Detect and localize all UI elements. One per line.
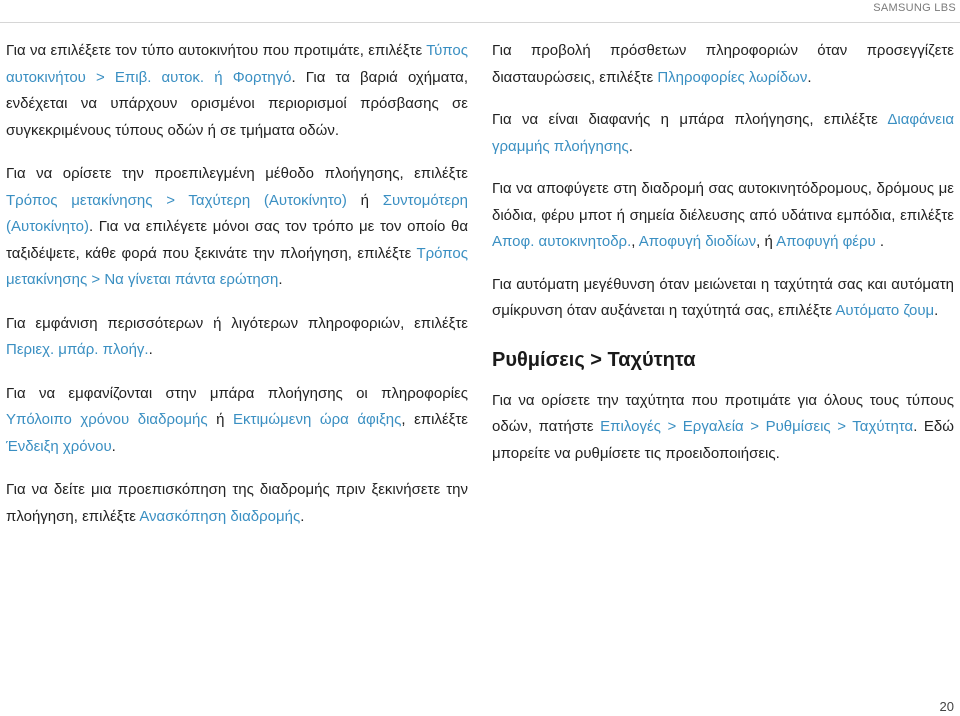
text-span: , ή xyxy=(756,233,777,250)
text-span: . Εδώ μπορείτε να ρυθμίσετε τις προειδοποιήσεις. xyxy=(492,418,954,462)
text-span: ή xyxy=(207,411,234,428)
text-span: Για να ορίσετε την προεπιλεγμένη μέθοδο πλοήγησης, επιλέξτε xyxy=(6,165,468,182)
paragraph-travel-mode xyxy=(6,161,468,294)
page-number: 20 xyxy=(939,699,954,714)
text-span: ή xyxy=(346,191,383,209)
text-span: Για αυτόματη μεγέθυνση όταν μειώνεται η ταχύτητά σας και αυτόματη σμίκρυνση όταν αυξάνεται η ταχύτητά σας, επιλέξτε xyxy=(492,275,954,319)
link-auto-zoom: Αυτόματο ζουμ xyxy=(835,302,935,319)
text-span: . xyxy=(628,137,633,155)
paragraph-nav-bar-content xyxy=(6,311,468,364)
link-remaining-time: Υπόλοιπο χρόνου διαδρομής xyxy=(6,411,208,428)
link-time-display: Ένδειξη χρόνου xyxy=(6,437,112,455)
text-span: Για να επιλέξετε τον τύπο αυτοκινήτου που προτιμάτε, επιλέξτε xyxy=(6,42,427,59)
text-span: . xyxy=(148,341,153,358)
link-avoid-tolls: Αποφυγή διοδίων xyxy=(638,233,757,250)
link-nav-bar-transparency: Διαφάνεια γραμμής πλοήγησης xyxy=(492,111,954,155)
text-span: . xyxy=(278,271,283,288)
text-span: . xyxy=(300,507,305,525)
header-divider xyxy=(0,22,960,23)
link-fastest: Τρόπος μετακίνησης > Ταχύτερη (Αυτοκίνητο) xyxy=(6,191,347,209)
text-span: , επιλέξτε xyxy=(401,411,468,428)
text-span: . xyxy=(111,437,116,455)
link-avoid-highways: Αποφ. αυτοκινητοδρ. xyxy=(492,233,632,250)
text-span: Για να ορίσετε την ταχύτητα που προτιμάτε για όλους τους τύπους οδών, πατήστε xyxy=(492,391,954,435)
paragraph-speed-settings xyxy=(492,388,954,468)
link-nav-bar-content: Περιεχ. μπάρ. πλοήγ. xyxy=(6,341,149,358)
link-avoid-ferries: Αποφυγή φέρυ xyxy=(776,233,876,250)
link-eta: Εκτιμώμενη ώρα άφιξης xyxy=(233,411,402,428)
paragraph-route-preview xyxy=(6,477,468,530)
text-span: Για να είναι διαφανής η μπάρα πλοήγησης, επιλέξτε xyxy=(492,111,888,128)
paragraph-auto-zoom xyxy=(492,272,954,325)
text-span: . xyxy=(807,68,812,86)
text-span: . xyxy=(875,233,885,250)
paragraph-lane-info xyxy=(492,38,954,91)
text-span: Για προβολή πρόσθετων πληροφοριών όταν προσεγγίζετε διασταυρώσεις, επιλέξτε xyxy=(492,42,954,86)
link-always-ask: Τρόπος μετακίνησης > Να γίνεται πάντα ερώτηση xyxy=(6,244,468,288)
right-column xyxy=(492,38,954,467)
link-vehicle-type: Τύπος αυτοκινήτου > Επιβ. αυτοκ. ή Φορτηγό xyxy=(6,42,468,86)
section-heading-speed: Ρυθμίσεις > Ταχύτητα xyxy=(492,348,696,371)
link-lane-info: Πληροφορίες λωρίδων xyxy=(657,68,808,86)
link-route-review: Ανασκόπηση διαδρομής xyxy=(139,507,301,525)
text-span: . xyxy=(934,302,939,319)
paragraph-nav-bar-transparency xyxy=(492,107,954,160)
link-speed-settings-path: Επιλογές > Εργαλεία > Ρυθμίσεις > Ταχύτητα xyxy=(600,418,914,435)
paragraph-time-display xyxy=(6,381,468,461)
text-span: . Για τα βαριά οχήματα, ενδέχεται να υπάρχουν ορισμένοι περιορισμοί πρόσβασης σε συγκεκριμένους τύπους οδών ή σε τμήματα οδών. xyxy=(6,68,469,139)
text-span: Για να αποφύγετε στη διαδρομή σας αυτοκινητόδρομους, δρόμους με διόδια, φέρυ μποτ ή σημεία διέλευσης από υδάτινα εμπόδια, επιλέξτε xyxy=(492,180,954,224)
paragraph-vehicle-type xyxy=(6,38,468,144)
text-span: Για να δείτε μια προεπισκόπηση της διαδρομής πριν ξεκινήσετε την πλοήγηση, επιλέξτε xyxy=(6,481,468,525)
paragraph-avoid-options xyxy=(492,176,954,256)
text-span: . Για να επιλέγετε μόνοι σας τον τρόπο με τον οποίο θα ταξιδέψετε, κάθε φορά που ξεκινάτε την πλοήγηση, επιλέξτε xyxy=(6,218,468,262)
brand-header: SAMSUNG LBS xyxy=(873,2,956,14)
text-span: Για εμφάνιση περισσότερων ή λιγότερων πληροφοριών, επιλέξτε xyxy=(6,314,468,332)
text-span: , xyxy=(631,233,639,250)
left-column xyxy=(6,38,468,530)
text-span: Για να εμφανίζονται στην μπάρα πλοήγησης οι πληροφορίες xyxy=(6,384,468,402)
link-shortest: Συντομότερη (Αυτοκίνητο) xyxy=(6,191,468,235)
